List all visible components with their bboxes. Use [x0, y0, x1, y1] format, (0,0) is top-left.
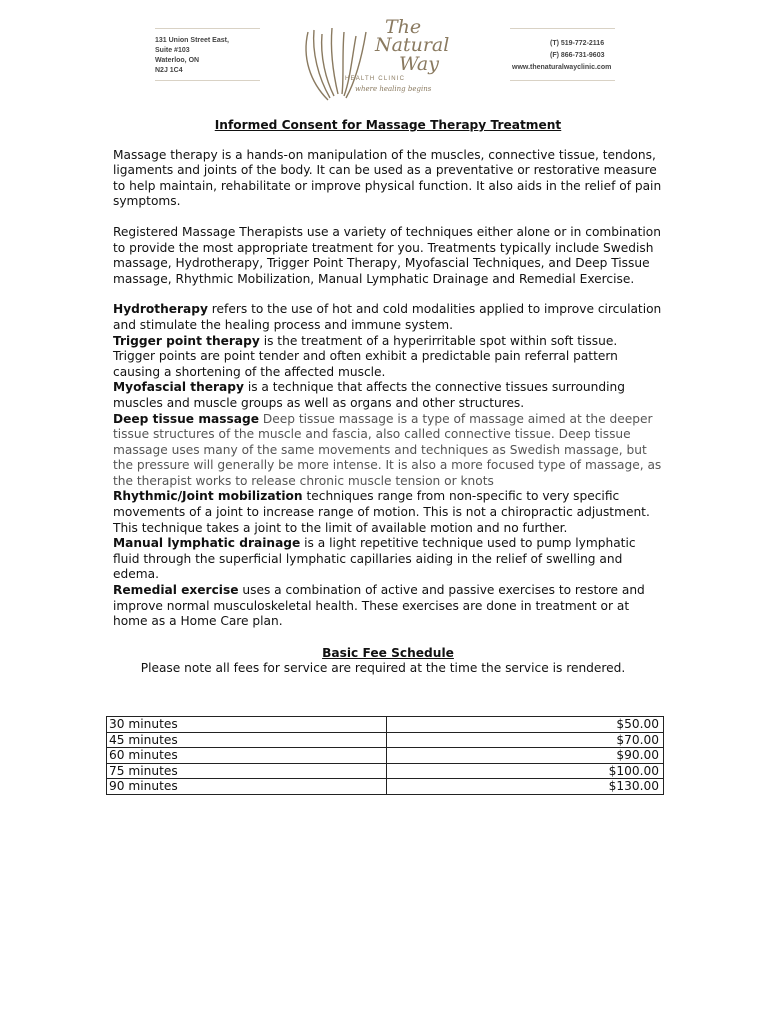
term-name: Manual lymphatic drainage	[113, 536, 301, 551]
table-row	[107, 748, 664, 764]
fee-table	[106, 716, 664, 795]
document-body	[113, 118, 663, 677]
term-trigger-point	[113, 334, 663, 381]
website-link: www.thenaturalwayclinic.com	[512, 64, 612, 71]
term-text: Deep tissue massage is a type of massage aimed at the deeper tissue structures of the muscle and fascia, also called connective tissue. Deep tissue massage uses many of the same movements and techniques as Swedish massage, but the pressure will generally be more intense. It is also a more focused type of massage, as the therapist works to release chronic muscle tension or knots	[113, 411, 662, 488]
intro-paragraph: Massage therapy is a hands-on manipulation of the muscles, connective tissue, tendons, ligaments and joints of the body. It can be used as a preventative or restorative measure to help maintain, rehabilitate or improve physical function. It also aids in the relief of pain symptoms.	[113, 147, 662, 209]
rmt-paragraph: Registered Massage Therapists use a variety of techniques either alone or in combination to provide the most appropriate treatment for you. Treatments typically include Swedish massage, Hydrotherapy, Trigger Point Therapy, Myofascial Techniques, and Deep Tissue massage, Rhythmic Mobilization, Manual Lymphatic Drainage and Remedial Exercise.	[113, 224, 661, 286]
term-text: refers to the use of hot and cold modalities applied to improve circulation and stimulate the healing process and immune system.	[113, 302, 662, 332]
term-name: Rhythmic/Joint mobilization	[113, 489, 303, 504]
phone-number: (T) 519-772-2116	[550, 40, 605, 47]
term-text: techniques range from non-specific to very specific movements of a joint to increase range of motion. This is not a chiropractic adjustment. This technique takes a joint to the limit of available motion and no further.	[113, 489, 650, 535]
fee-duration: 90 minutes	[107, 779, 387, 795]
letterhead	[0, 18, 770, 108]
clinic-contact	[512, 38, 611, 74]
logo-subtitle: HEALTH CLINIC	[345, 76, 406, 82]
fee-duration: 60 minutes	[107, 748, 387, 764]
term-name: Myofascial therapy	[113, 380, 244, 395]
term-lymphatic-drainage	[113, 536, 663, 583]
term-name: Hydrotherapy	[113, 302, 208, 317]
fee-price: $50.00	[387, 717, 664, 733]
table-row	[107, 763, 664, 779]
term-name: Trigger point therapy	[113, 333, 260, 348]
term-text: is the treatment of a hyperirritable spot within soft tissue. Trigger points are point tender and often exhibit a predictable pain referral pattern causing a shortening of the affected muscle.	[113, 333, 618, 379]
fee-price: $70.00	[387, 732, 664, 748]
document-title: Informed Consent for Massage Therapy Treatment	[214, 118, 562, 132]
letterhead-rule	[510, 80, 615, 81]
term-myofascial	[113, 380, 663, 411]
address-line: N2J 1C4	[155, 67, 183, 74]
term-hydrotherapy	[113, 302, 663, 333]
term-name: Remedial exercise	[113, 583, 239, 598]
letterhead-rule	[155, 80, 260, 81]
term-remedial-exercise	[113, 583, 663, 630]
logo-tagline: where healing begins	[355, 85, 432, 93]
fee-duration: 45 minutes	[107, 732, 387, 748]
table-row	[107, 779, 664, 795]
term-name: Deep tissue massage	[113, 411, 259, 426]
table-row	[107, 732, 664, 748]
term-text: is a technique that affects the connective tissues surrounding muscles and muscle groups as well as organs and other structures.	[113, 380, 625, 410]
logo-line: The	[385, 16, 422, 38]
term-text: uses a combination of active and passive exercises to restore and improve normal musculoskeletal health. These exercises are done in treatment or at home as a Home Care plan.	[113, 583, 645, 629]
letterhead-rule	[510, 28, 615, 29]
term-deep-tissue	[113, 412, 663, 490]
term-rhythmic-mobilization	[113, 489, 663, 536]
fee-duration: 75 minutes	[107, 763, 387, 779]
logo-line: Natural	[375, 34, 450, 56]
fee-price: $100.00	[387, 763, 664, 779]
term-text: is a light repetitive technique used to pump lymphatic fluid through the superficial lymphatic capillaries aiding in the relief of swelling and edema.	[113, 536, 636, 582]
clinic-address	[155, 36, 229, 76]
address-line: 131 Union Street East,	[155, 37, 229, 44]
letterhead-rule	[155, 28, 260, 29]
fee-price: $90.00	[387, 748, 664, 764]
fee-schedule-title: Basic Fee Schedule	[322, 645, 454, 660]
fee-schedule-note: Please note all fees for service are required at the time the service is rendered.	[140, 661, 626, 676]
table-row	[107, 717, 664, 733]
logo-line: Way	[399, 53, 439, 75]
fee-duration: 30 minutes	[107, 717, 387, 733]
fax-number: (F) 866-731-9603	[550, 52, 605, 59]
address-line: Waterloo, ON	[155, 57, 200, 64]
address-line: Suite #103	[155, 47, 190, 54]
fee-price: $130.00	[387, 779, 664, 795]
